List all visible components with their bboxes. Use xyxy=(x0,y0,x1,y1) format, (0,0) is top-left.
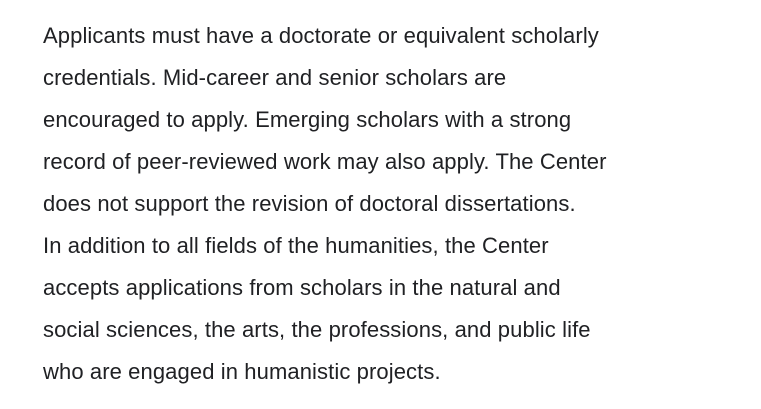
paragraph-line: Applicants must have a doctorate or equivalent scholarly xyxy=(43,23,599,48)
paragraph-line: encouraged to apply. Emerging scholars with a strong xyxy=(43,107,572,132)
paragraph-line: credentials. Mid-career and senior scholars are xyxy=(43,65,507,90)
paragraph-line: accepts applications from scholars in the natural and xyxy=(43,275,561,300)
eligibility-paragraph xyxy=(43,15,607,393)
paragraph-line: who are engaged in humanistic projects. xyxy=(43,359,441,384)
paragraph-line: social sciences, the arts, the professions, and public life xyxy=(43,317,591,342)
paragraph-line: does not support the revision of doctoral dissertations. xyxy=(43,191,576,216)
paragraph-line: In addition to all fields of the humanities, the Center xyxy=(43,233,549,258)
paragraph-line: record of peer-reviewed work may also apply. The Center xyxy=(43,149,607,174)
